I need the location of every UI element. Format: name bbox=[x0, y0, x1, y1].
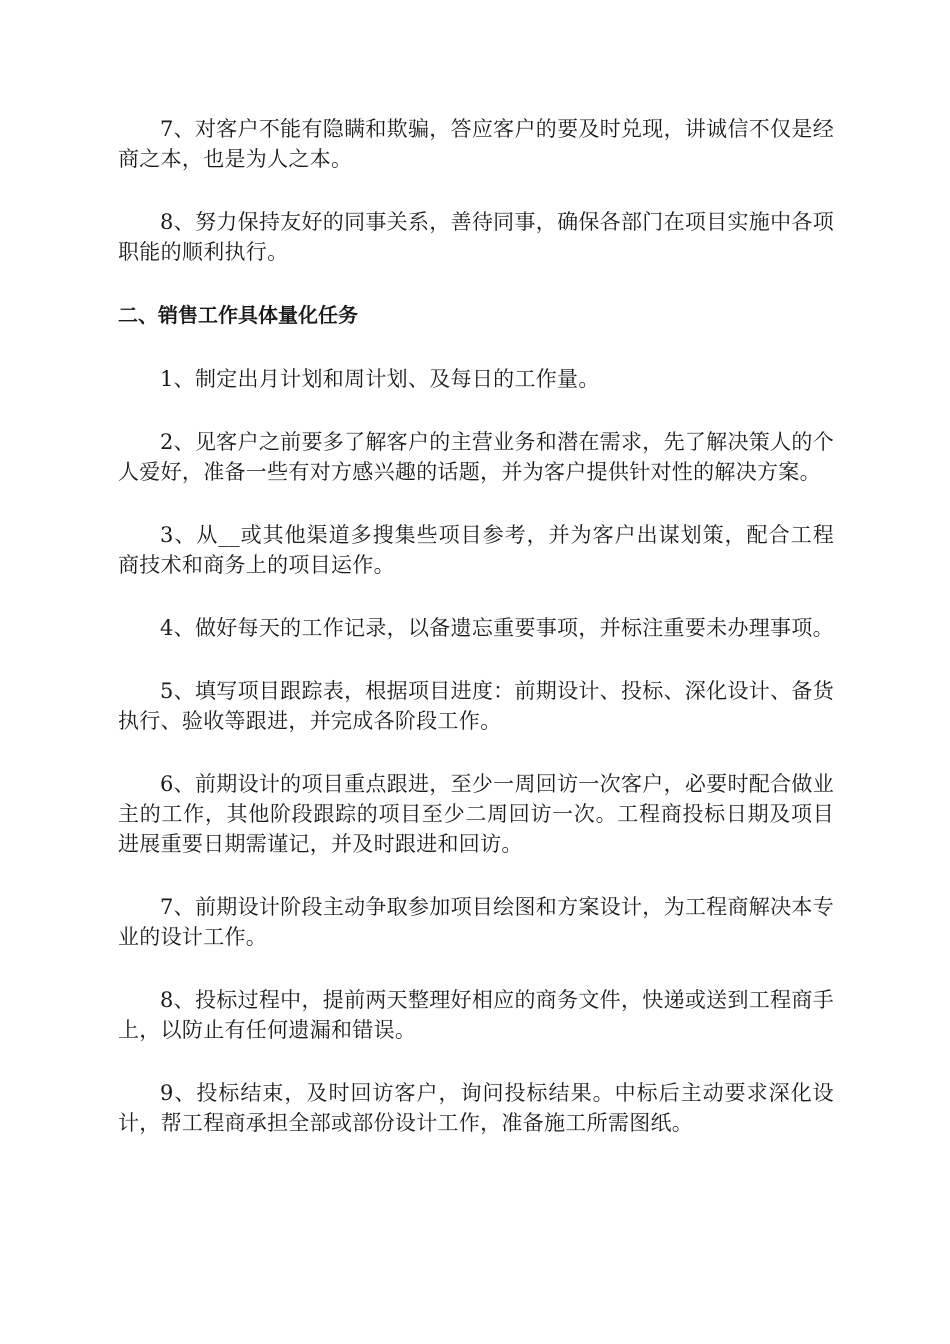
paragraph-task-1: 1、制定出月计划和周计划、及每日的工作量。 bbox=[160, 367, 600, 391]
paragraph-item-7-honesty: 7、对客户不能有隐瞒和欺骗，答应客户的要及时兑现，讲诚信不仅是经商之本，也是为人之本。 bbox=[118, 117, 834, 171]
paragraph-task-4: 4、做好每天的工作记录，以备遗忘重要事项，并标注重要未办理事项。 bbox=[160, 616, 834, 640]
paragraph-task-6: 6、前期设计的项目重点跟进，至少一周回访一次客户，必要时配合做业主的工作，其他阶段跟踪的项目至少二周回访一次。工程商投标日期及项目进展重要日期需谨记，并及时跟进和回访。 bbox=[118, 772, 834, 856]
paragraph-task-3: 3、从__或其他渠道多搜集些项目参考，并为客户出谋划策，配合工程商技术和商务上的项目运作。 bbox=[118, 523, 834, 577]
paragraph-task-7: 7、前期设计阶段主动争取参加项目绘图和方案设计，为工程商解决本专业的设计工作。 bbox=[118, 895, 834, 949]
paragraph-task-9: 9、投标结束，及时回访客户，询问投标结果。中标后主动要求深化设计，帮工程商承担全部或部份设计工作，准备施工所需图纸。 bbox=[118, 1081, 834, 1135]
paragraph-task-5: 5、填写项目跟踪表，根据项目进度：前期设计、投标、深化设计、备货执行、验收等跟进，并完成各阶段工作。 bbox=[118, 679, 834, 733]
section-heading: 二、销售工作具体量化任务 bbox=[118, 303, 358, 327]
paragraph-task-2: 2、见客户之前要多了解客户的主营业务和潜在需求，先了解决策人的个人爱好，准备一些有对方感兴趣的话题，并为客户提供针对性的解决方案。 bbox=[118, 430, 834, 484]
paragraph-item-8-colleagues: 8、努力保持友好的同事关系，善待同事，确保各部门在项目实施中各项职能的顺利执行。 bbox=[118, 210, 834, 264]
document-page bbox=[118, 114, 834, 1171]
paragraph-task-8: 8、投标过程中，提前两天整理好相应的商务文件，快递或送到工程商手上，以防止有任何遗漏和错误。 bbox=[118, 988, 834, 1042]
